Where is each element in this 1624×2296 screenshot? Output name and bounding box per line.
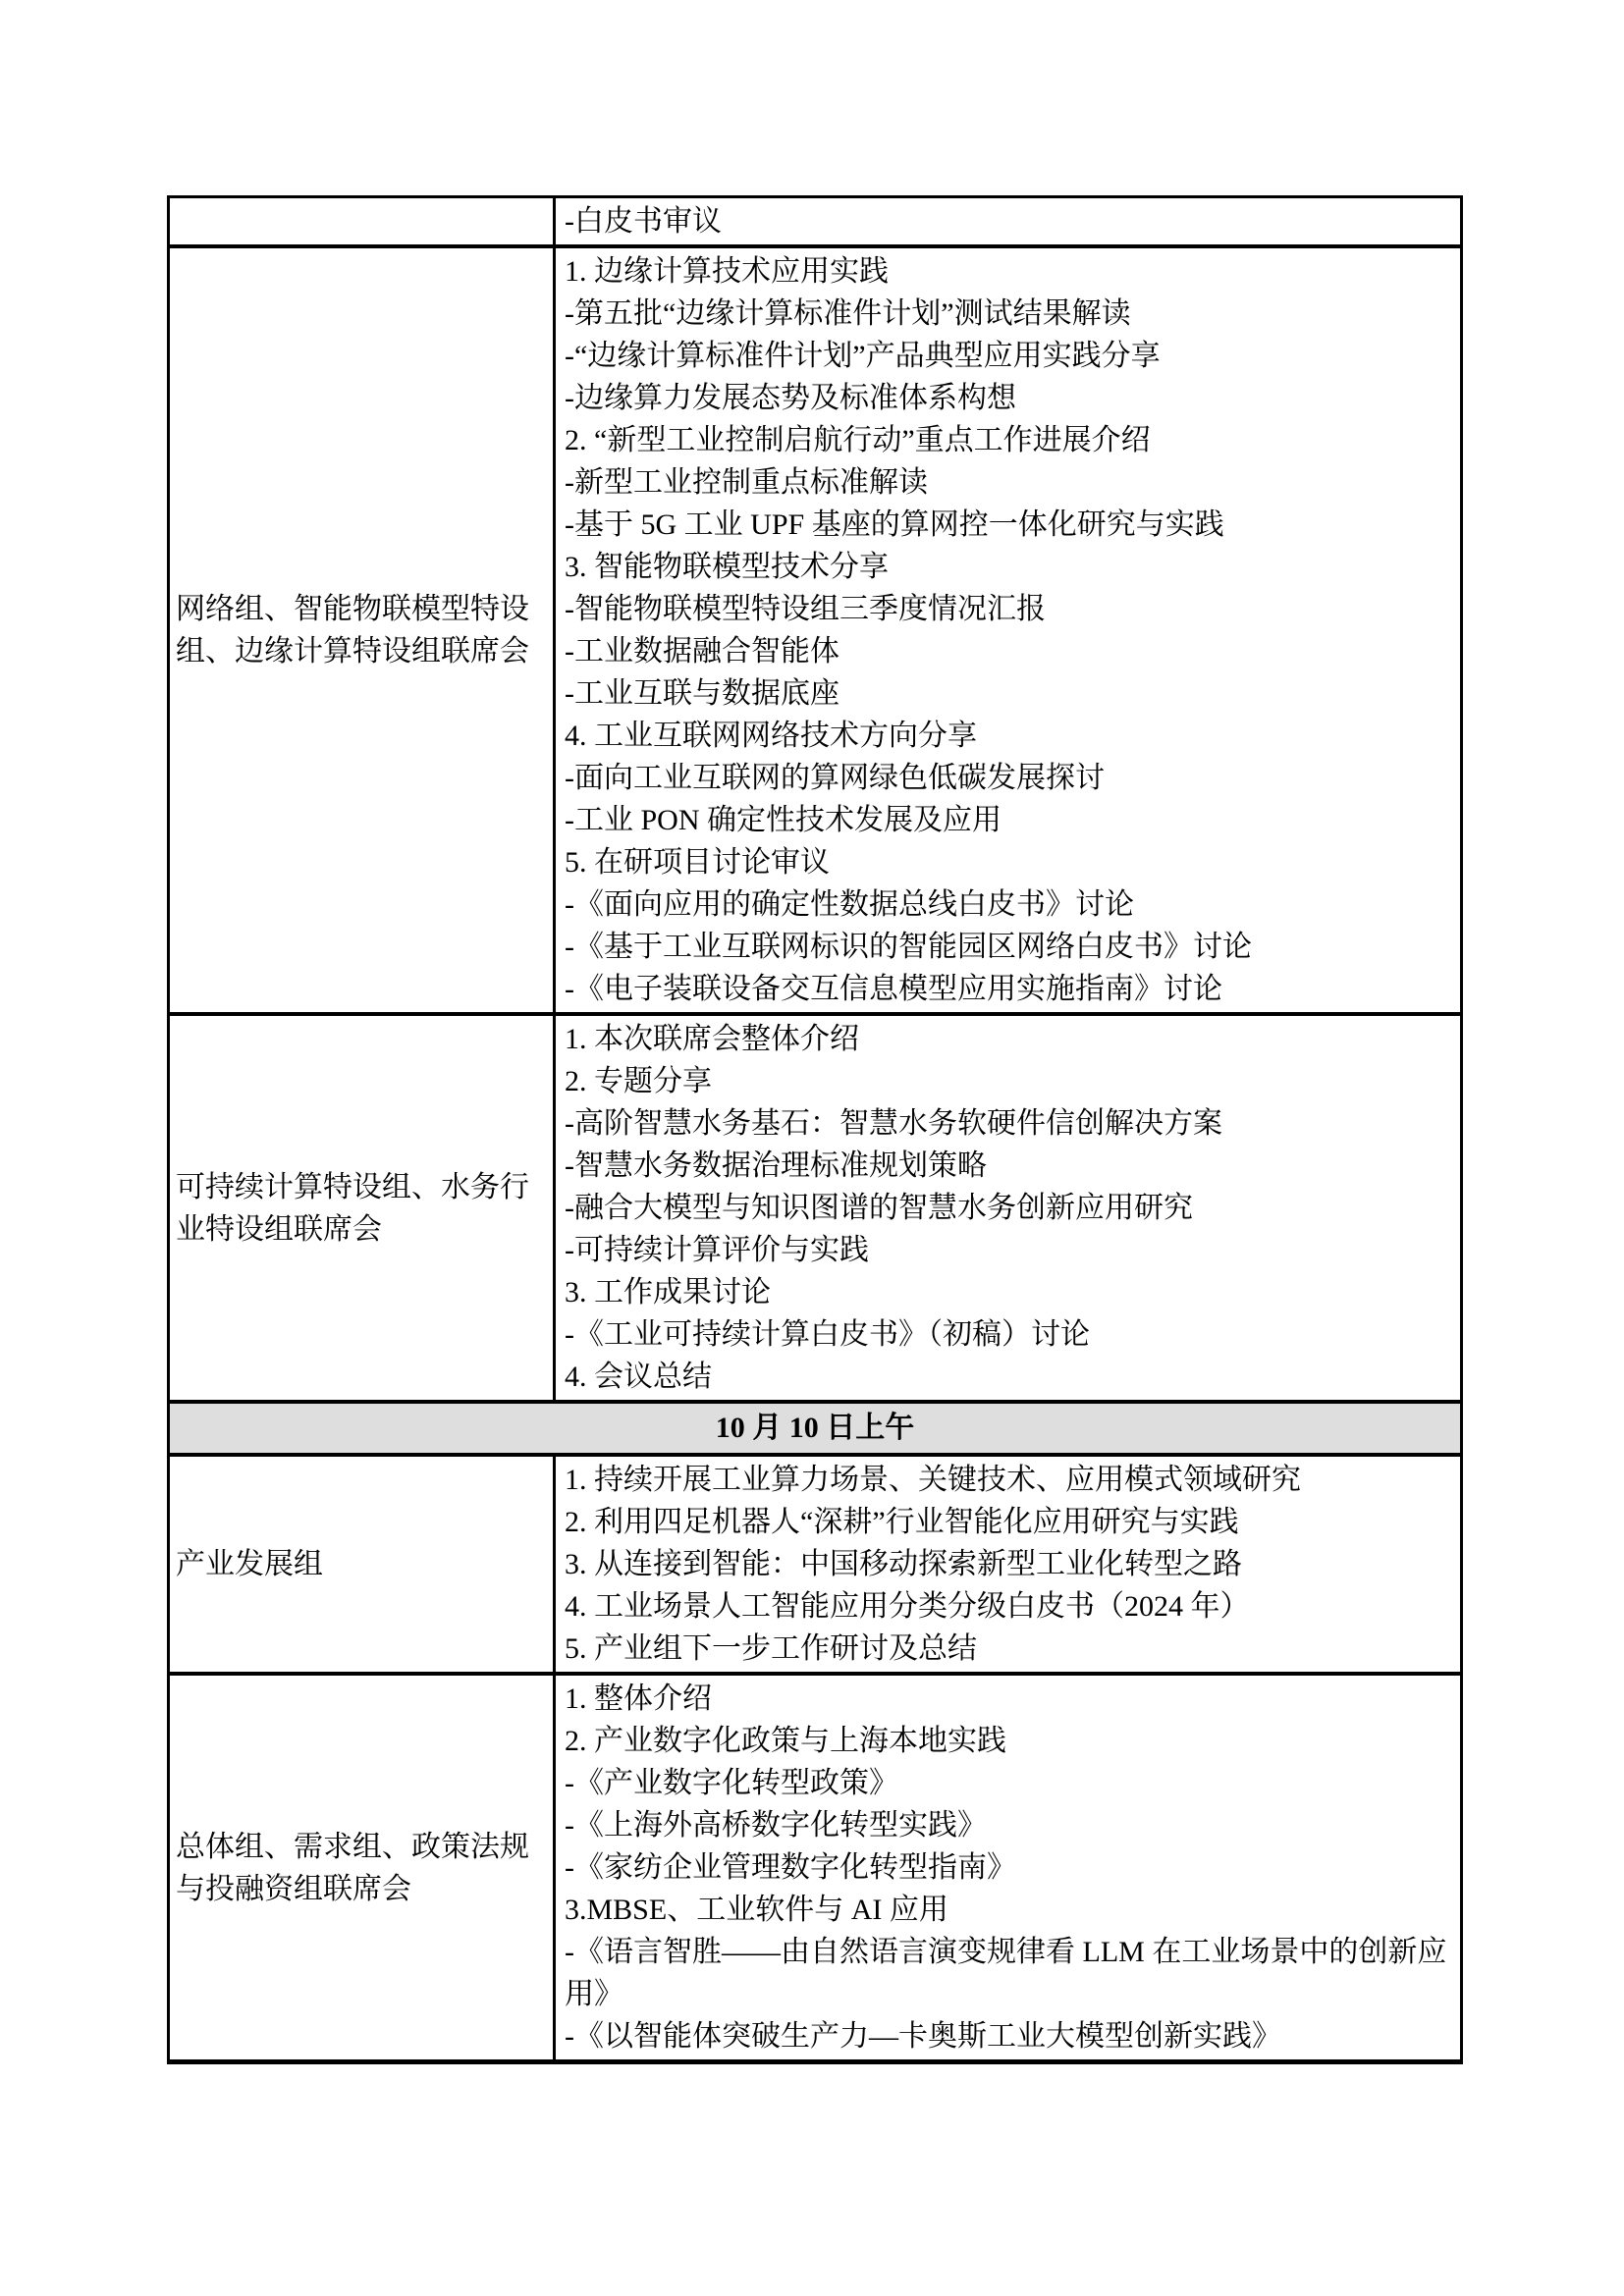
agenda-item: -《产业数字化转型政策》	[565, 1767, 898, 1799]
agenda-item: -工业数据融合智能体	[565, 635, 839, 667]
agenda-item: 3.MBSE、工业软件与 AI 应用	[565, 1894, 948, 1926]
agenda-item: -工业互联与数据底座	[565, 677, 839, 710]
agenda-item: 2. “新型工业控制启航行动”重点工作进展介绍	[565, 424, 1151, 456]
agenda-item: -“边缘计算标准件计划”产品典型应用实践分享	[565, 340, 1161, 372]
agenda-item: -《面向应用的确定性数据总线白皮书》讨论	[565, 888, 1134, 921]
agenda-item: 3. 从连接到智能：中国移动探索新型工业化转型之路	[565, 1548, 1242, 1580]
agenda-item: 5. 产业组下一步工作研讨及总结	[565, 1632, 977, 1665]
table-row	[170, 1012, 1460, 1400]
agenda-item: -智慧水务数据治理标准规划策略	[565, 1149, 987, 1182]
agenda-item: 4. 工业互联网网络技术方向分享	[565, 720, 977, 752]
agenda-item: 2. 产业数字化政策与上海本地实践	[565, 1725, 1006, 1757]
agenda-item: -新型工业控制重点标准解读	[565, 466, 928, 499]
agenda-item: -融合大模型与知识图谱的智慧水务创新应用研究	[565, 1192, 1193, 1224]
agenda-cell	[556, 1457, 1460, 1672]
group-cell	[170, 248, 556, 1012]
agenda-cell	[556, 198, 1460, 244]
agenda-item: 2. 专题分享	[565, 1065, 712, 1097]
agenda-item: -可持续计算评价与实践	[565, 1234, 869, 1266]
agenda-item: 1. 持续开展工业算力场景、关键技术、应用模式领域研究	[565, 1464, 1301, 1496]
agenda-item: 4. 工业场景人工智能应用分类分级白皮书（2024 年）	[565, 1590, 1250, 1623]
agenda-item: 4. 会议总结	[565, 1361, 712, 1393]
table-row	[170, 198, 1460, 244]
agenda-cell	[556, 248, 1460, 1012]
group-label: 可持续计算特设组、水务行业特设组联席会	[176, 1170, 529, 1246]
table-row	[170, 244, 1460, 1012]
agenda-cell	[556, 1676, 1460, 2059]
table-row	[170, 1672, 1460, 2059]
date-header-label: 10 月 10 日上午	[715, 1412, 915, 1444]
agenda-item: -智能物联模型特设组三季度情况汇报	[565, 593, 1046, 625]
table-row	[170, 1457, 1460, 1672]
agenda-item: -白皮书审议	[565, 205, 722, 238]
agenda-item: 3. 工作成果讨论	[565, 1276, 771, 1308]
group-label: 总体组、需求组、政策法规与投融资组联席会	[176, 1830, 529, 1905]
agenda-item: -高阶智慧水务基石：智慧水务软硬件信创解决方案	[565, 1107, 1222, 1140]
agenda-cell	[556, 1016, 1460, 1400]
agenda-item: -边缘算力发展态势及标准体系构想	[565, 382, 1016, 414]
agenda-item: -《电子装联设备交互信息模型应用实施指南》讨论	[565, 973, 1222, 1005]
agenda-table	[167, 195, 1463, 2064]
group-cell	[170, 1016, 556, 1400]
group-cell	[170, 1676, 556, 2059]
group-cell	[170, 1457, 556, 1672]
agenda-item: -《以智能体突破生产力—卡奥斯工业大模型创新实践》	[565, 2020, 1281, 2053]
agenda-item: -工业 PON 确定性技术发展及应用	[565, 804, 1002, 836]
agenda-item: 1. 边缘计算技术应用实践	[565, 255, 889, 288]
agenda-item: -面向工业互联网的算网绿色低碳发展探讨	[565, 762, 1105, 794]
agenda-item: -基于 5G 工业 UPF 基座的算网控一体化研究与实践	[565, 508, 1224, 541]
agenda-item: -《基于工业互联网标识的智能园区网络白皮书》讨论	[565, 931, 1252, 963]
agenda-item: -第五批“边缘计算标准件计划”测试结果解读	[565, 297, 1131, 330]
date-header-row	[170, 1400, 1460, 1457]
group-label: 网络组、智能物联模型特设组、边缘计算特设组联席会	[176, 593, 529, 667]
agenda-item: -《家纺企业管理数字化转型指南》	[565, 1851, 1016, 1884]
agenda-item: -《上海外高桥数字化转型实践》	[565, 1809, 987, 1842]
agenda-item: -《语言智胜——由自然语言演变规律看 LLM 在工业场景中的创新应用》	[565, 1936, 1447, 2010]
agenda-item: 5. 在研项目讨论审议	[565, 846, 830, 879]
group-cell	[170, 198, 556, 244]
agenda-item: 2. 利用四足机器人“深耕”行业智能化应用研究与实践	[565, 1506, 1239, 1538]
agenda-item: -《工业可持续计算白皮书》（初稿）讨论	[565, 1318, 1090, 1351]
agenda-item: 3. 智能物联模型技术分享	[565, 551, 889, 583]
group-label: 产业发展组	[176, 1548, 323, 1580]
agenda-item: 1. 本次联席会整体介绍	[565, 1023, 859, 1055]
agenda-item: 1. 整体介绍	[565, 1682, 712, 1715]
